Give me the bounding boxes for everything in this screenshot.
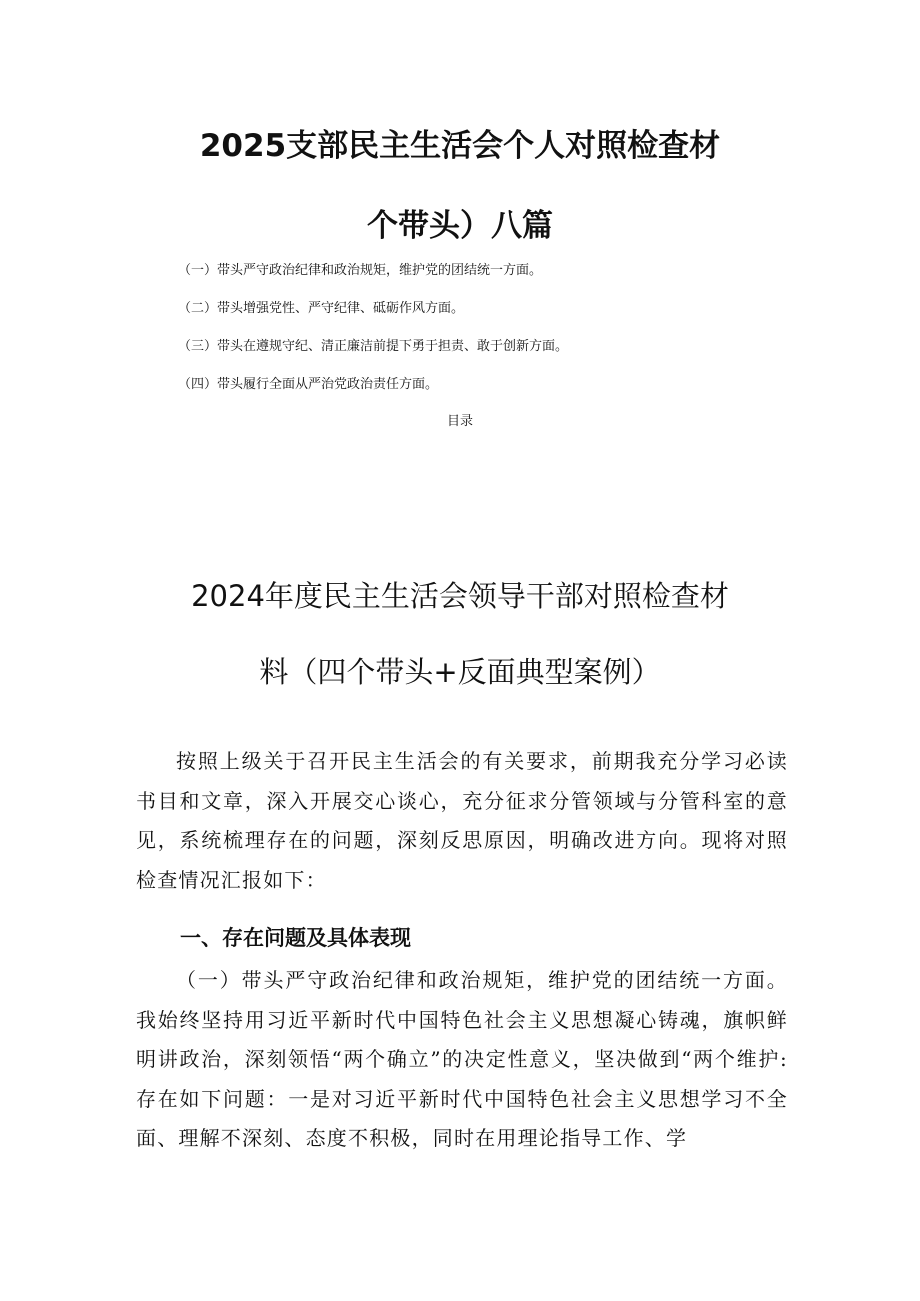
document-title-line2: 个带头）八篇 (367, 208, 553, 244)
intro-paragraph: 按照上级关于召开民主生活会的有关要求，前期我充分学习必读书目和文章，深入开展交心谈心，充分征求分管领域与分管科室的意见，系统梳理存在的问题，深刻反思原因，明确改进方向。现将对照检查情况汇报如下： (136, 749, 788, 892)
toc-item: （二）带头增强党性、严守纪律、砥砺作风方面。 (178, 301, 465, 316)
toc-heading: 目录 (446, 414, 473, 429)
section-title-line1: 2024年度民主生活会领导干部对照检查材 (191, 579, 729, 613)
section-title-line2: 料（四个带头+反面典型案例） (259, 655, 661, 689)
toc-item: （一）带头严守政治纪律和政治规矩，维护党的团结统一方面。 (178, 263, 543, 278)
toc-item: （三）带头在遵规守纪、清正廉洁前提下勇于担责、敢于创新方面。 (178, 339, 569, 354)
body-paragraph: （一）带头严守政治纪律和政治规矩，维护党的团结统一方面。我始终坚持用习近平新时代中国特色社会主义思想凝心铸魂，旗帜鲜明讲政治，深刻领悟“两个确立”的决定性意义，坚决做到“两个维护:存在如下问题：一是对习近平新时代中国特色社会主义思想学习不全面、理解不深刻、态度不积极，同时在用理论指导工作、学 (136, 968, 788, 1150)
document-title-line1: 2025支部民主生活会个人对照检查材 (199, 128, 721, 164)
toc-item: （四）带头履行全面从严治党政治责任方面。 (178, 377, 439, 392)
heading-one: 一、存在问题及具体表现 (180, 926, 411, 950)
